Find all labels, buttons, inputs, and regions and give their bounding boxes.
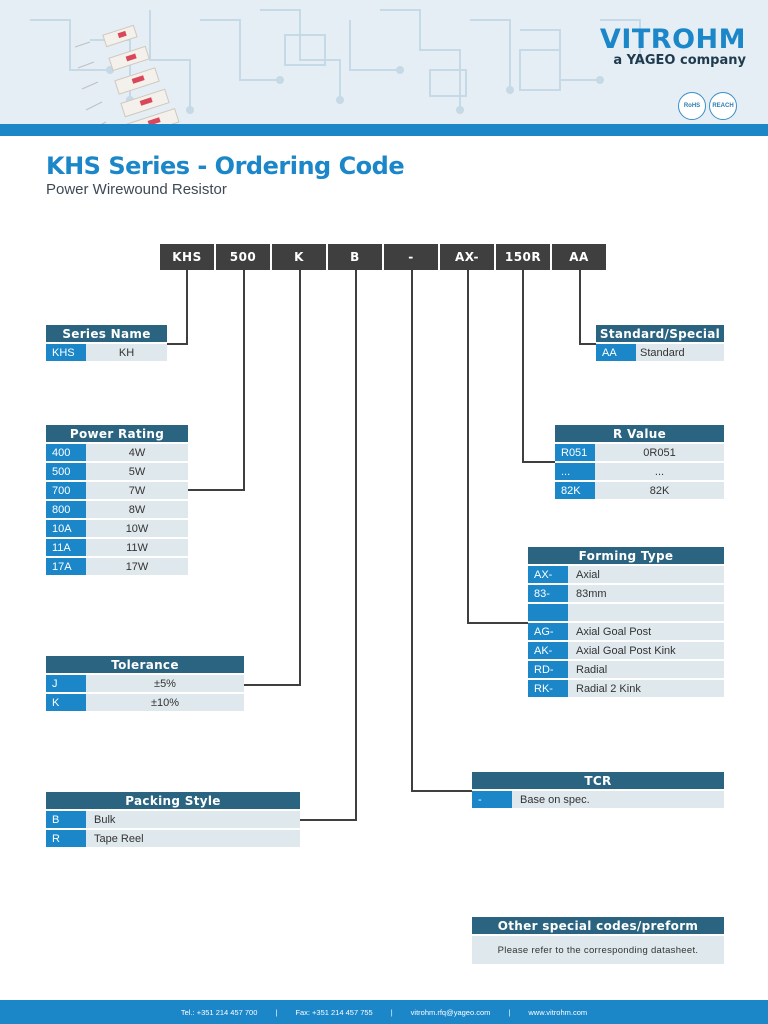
table-header: Tolerance: [46, 656, 244, 673]
footer-separator: |: [390, 1007, 393, 1017]
table-header: Standard/Special: [596, 325, 724, 342]
table-row: K ±10%: [46, 694, 244, 711]
table-row: 11A 11W: [46, 539, 188, 556]
table-row: B Bulk: [46, 811, 300, 828]
table-row: 10A 10W: [46, 520, 188, 537]
brand-name: VITROHM: [599, 24, 746, 55]
connector-forming-type: [468, 270, 528, 623]
packing-style-table: [46, 792, 300, 847]
table-row: 83- 83mm: [528, 585, 724, 602]
brand-subtitle: a YAGEO company: [613, 53, 746, 68]
table-row: AX- Axial: [528, 566, 724, 583]
rohs-badge-icon: RoHS: [678, 92, 706, 120]
other-special-codes-table: [472, 917, 724, 964]
code-box-forming: AX-: [440, 244, 494, 270]
table-row: [528, 604, 724, 621]
code-box-power: 500: [216, 244, 270, 270]
connector-tcr: [412, 270, 472, 791]
footer-email-link[interactable]: vitrohm.rfq@yageo.com: [410, 1007, 491, 1017]
series-name-table: [46, 325, 167, 361]
footer: [0, 1000, 768, 1024]
footer-separator: |: [508, 1007, 511, 1017]
table-header: Other special codes/preform: [472, 917, 724, 934]
other-special-note: Please refer to the corresponding datasheet.: [472, 936, 724, 964]
table-header: TCR: [472, 772, 724, 789]
code-box-tcr: -: [384, 244, 438, 270]
table-row: AK- Axial Goal Post Kink: [528, 642, 724, 659]
code-box-standard: AA: [552, 244, 606, 270]
code-box-packing: B: [328, 244, 382, 270]
code-box-tolerance: K: [272, 244, 326, 270]
table-header: Forming Type: [528, 547, 724, 564]
page-subtitle: Power Wirewound Resistor: [46, 181, 227, 198]
connector-series-name: [167, 270, 187, 344]
footer-separator: |: [275, 1007, 278, 1017]
forming-type-table: [528, 547, 724, 697]
power-rating-table: [46, 425, 188, 575]
table-header: Packing Style: [46, 792, 300, 809]
connector-tolerance: [244, 270, 300, 685]
connector-standard-special: [580, 270, 596, 344]
code-box-series: KHS: [160, 244, 214, 270]
table-row: RK- Radial 2 Kink: [528, 680, 724, 697]
footer-website-link[interactable]: www.vitrohm.com: [528, 1007, 588, 1017]
connector-packing-style: [300, 270, 356, 820]
code-box-r-value: 150R: [496, 244, 550, 270]
table-row: ... ...: [555, 463, 724, 480]
tcr-table: [472, 772, 724, 808]
table-header: Power Rating: [46, 425, 188, 442]
tolerance-table: [46, 656, 244, 711]
table-row: AG- Axial Goal Post: [528, 623, 724, 640]
table-row: 400 4W: [46, 444, 188, 461]
page-title: KHS Series - Ordering Code: [46, 152, 405, 180]
table-row: R051 0R051: [555, 444, 724, 461]
r-value-table: [555, 425, 724, 499]
footer-tel: Tel.: +351 214 457 700: [180, 1007, 258, 1017]
table-row: RD- Radial: [528, 661, 724, 678]
footer-fax: Fax: +351 214 457 755: [295, 1007, 373, 1017]
table-row: 82K 82K: [555, 482, 724, 499]
table-header: Series Name: [46, 325, 167, 342]
table-row: 17A 17W: [46, 558, 188, 575]
standard-special-table: [596, 325, 724, 361]
table-row: 800 8W: [46, 501, 188, 518]
table-header: R Value: [555, 425, 724, 442]
connector-r-value: [523, 270, 555, 462]
reach-badge-icon: REACH: [709, 92, 737, 120]
table-row: KHS KH: [46, 344, 167, 361]
table-row: R Tape Reel: [46, 830, 300, 847]
table-row: - Base on spec.: [472, 791, 724, 808]
connector-power-rating: [188, 270, 244, 490]
table-row: AA Standard: [596, 344, 724, 361]
table-row: 500 5W: [46, 463, 188, 480]
table-row: J ±5%: [46, 675, 244, 692]
table-row: 700 7W: [46, 482, 188, 499]
